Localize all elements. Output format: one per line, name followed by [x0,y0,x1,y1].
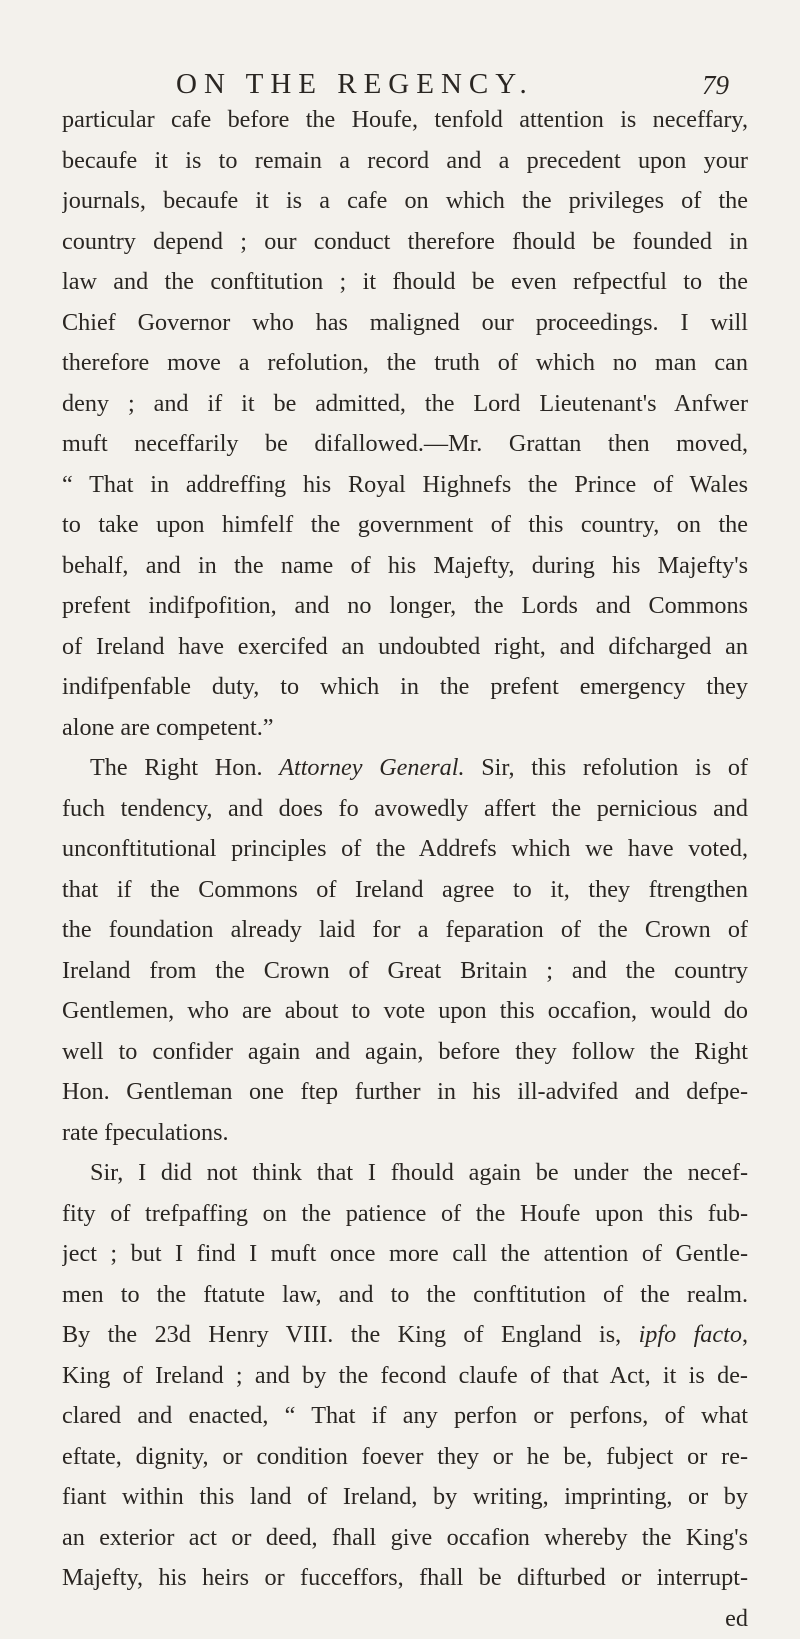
text-line-latin [62,1315,748,1356]
text-line: Gentlemen, who are about to vote upon this occafion, would do [62,991,748,1032]
text-line: Sir, I did not think that I fhould again be under the necef- [62,1153,748,1194]
text-line: men to the ftatute law, and to the conftitution of the realm. [62,1275,748,1316]
text-line: law and the conftitution ; it fhould be even refpectful to the [62,262,748,303]
text-segment: Sir, this refolution is of [465,754,748,781]
running-head: ON THE REGENCY. [176,68,534,101]
speaker-title: Attorney General. [279,754,464,781]
text-line: becaufe it is to remain a record and a precedent upon your [62,141,748,182]
text-line: prefent indifpofition, and no longer, the Lords and Commons [62,586,748,627]
text-line: an exterior act or deed, fhall give occafion whereby the King's [62,1518,748,1559]
text-line: fiant within this land of Ireland, by writing, imprinting, or by [62,1477,748,1518]
text-segment: The Right Hon. [90,754,279,781]
text-line: the foundation already laid for a feparation of the Crown of [62,910,748,951]
text-line: journals, becaufe it is a cafe on which the privileges of the [62,181,748,222]
text-line: country depend ; our conduct therefore fhould be founded in [62,222,748,263]
text-line: indifpenfable duty, to which in the prefent emergency they [62,667,748,708]
latin-phrase: ipfo facto [639,1321,742,1348]
text-line: therefore move a refolution, the truth of which no man can [62,343,748,384]
text-line: of Ireland have exercifed an undoubted right, and difcharged an [62,627,748,668]
text-line: eftate, dignity, or condition foever they or he be, fubject or re- [62,1437,748,1478]
text-line: clared and enacted, “ That if any perfon or perfons, of what [62,1396,748,1437]
text-line: muft neceffarily be difallowed.—Mr. Grattan then moved, [62,424,748,465]
text-segment: By the 23d Henry VIII. the King of England is, [62,1321,639,1348]
body-text [62,100,748,1639]
text-line: alone are competent.” [62,708,748,749]
text-line: “ That in addreffing his Royal Highnefs the Prince of Wales [62,465,748,506]
text-line: ject ; but I find I muft once more call the attention of Gentle- [62,1234,748,1275]
text-line: to take upon himfelf the government of this country, on the [62,505,748,546]
text-line: that if the Commons of Ireland agree to it, they ftrengthen [62,870,748,911]
page-number: 79 [702,70,729,101]
text-line: rate fpeculations. [62,1113,748,1154]
catchword: ed [62,1599,748,1639]
text-line: well to confider again and again, before they follow the Right [62,1032,748,1073]
text-line-speaker [62,748,748,789]
text-line: Chief Governor who has maligned our proceedings. I will [62,303,748,344]
text-line: fuch tendency, and does fo avowedly affert the pernicious and [62,789,748,830]
text-line: King of Ireland ; and by the fecond claufe of that Act, it is de- [62,1356,748,1397]
text-line: behalf, and in the name of his Majefty, during his Majefty's [62,546,748,587]
text-line: Ireland from the Crown of Great Britain ; and the country [62,951,748,992]
text-line: unconftitutional principles of the Addrefs which we have voted, [62,829,748,870]
text-line: particular cafe before the Houfe, tenfold attention is neceffary, [62,100,748,141]
text-line: Majefty, his heirs or fucceffors, fhall be difturbed or interrupt- [62,1558,748,1599]
text-line: Hon. Gentleman one ftep further in his ill-advifed and defpe- [62,1072,748,1113]
text-line: fity of trefpaffing on the patience of the Houfe upon this fub- [62,1194,748,1235]
text-segment: , [742,1321,748,1348]
text-line: deny ; and if it be admitted, the Lord Lieutenant's Anfwer [62,384,748,425]
